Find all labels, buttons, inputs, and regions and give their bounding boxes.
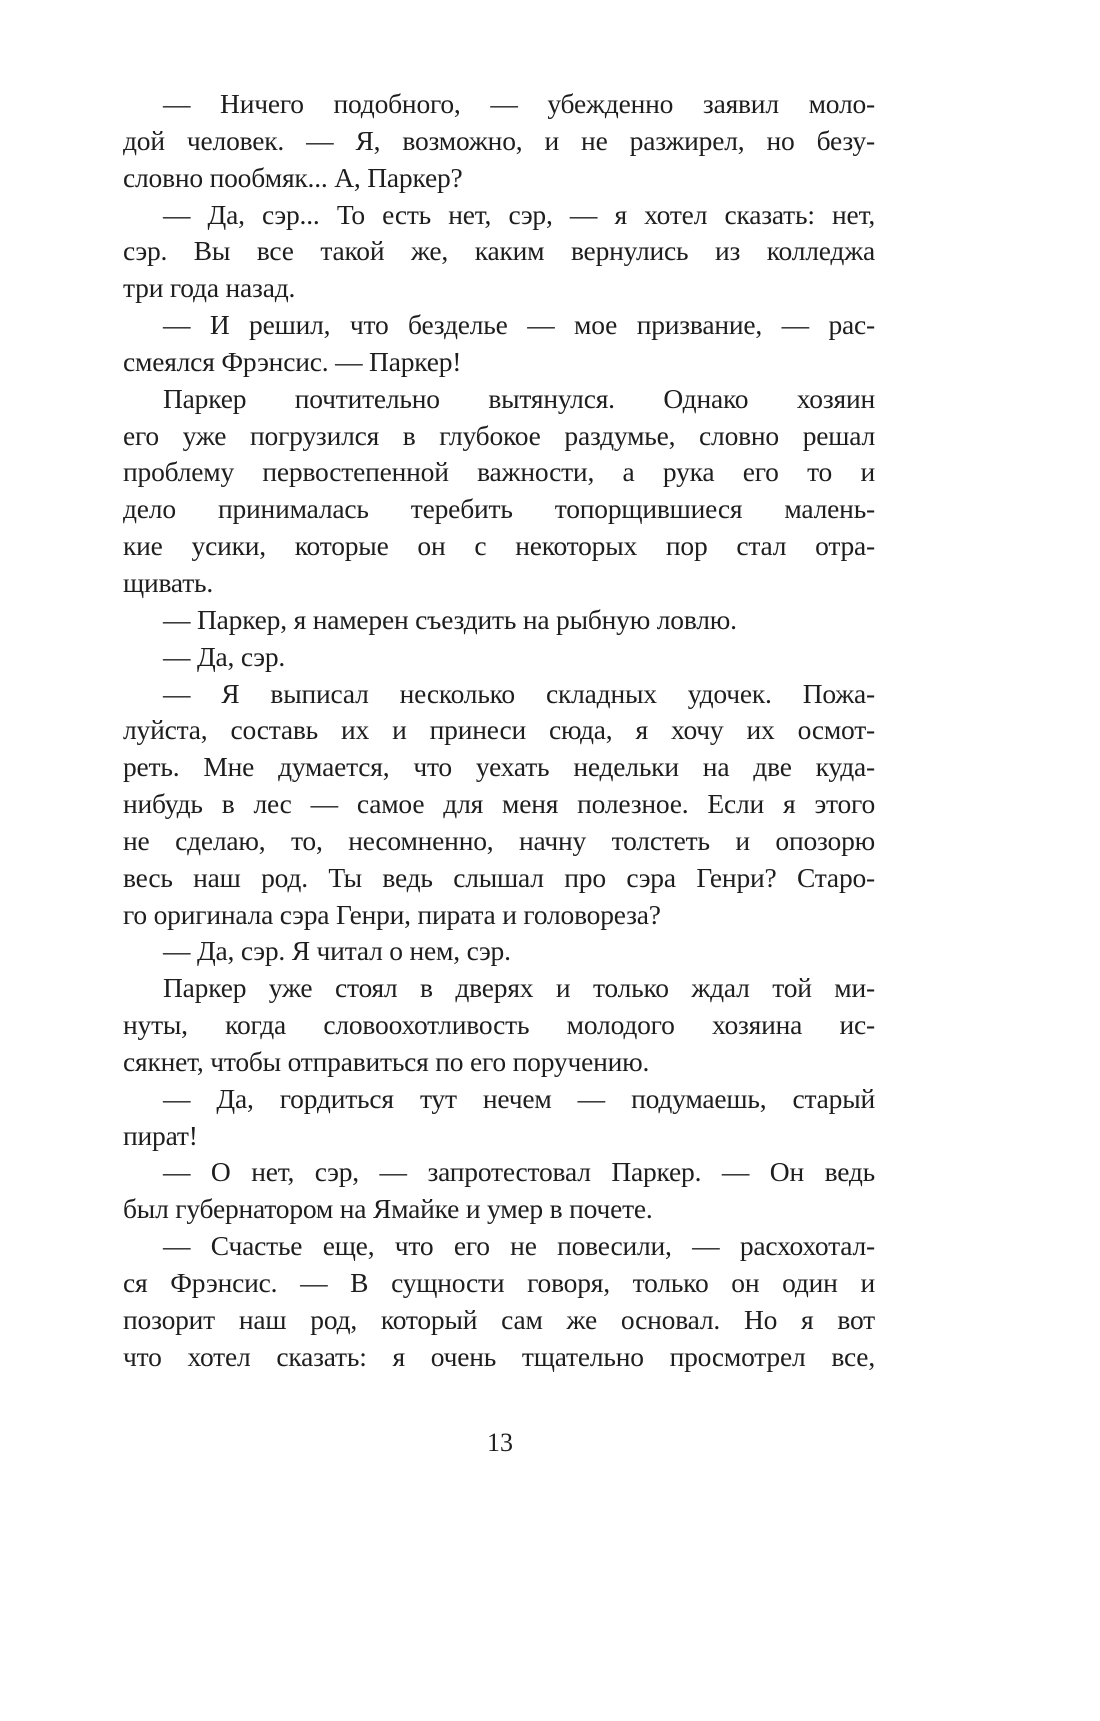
text-line: кие усики, которые он с некоторых пор стал отра- — [123, 530, 875, 562]
text-line: го оригинала сэра Генри, пирата и головореза? — [123, 898, 661, 930]
body-text — [123, 86, 875, 1376]
text-line: проблему первостепенной важности, а рука его то и — [123, 456, 875, 488]
text-line: сэр. Вы все такой же, каким вернулись из колледжа — [123, 235, 875, 267]
text-line: сякнет, чтобы отправиться по его поручению. — [123, 1045, 650, 1077]
text-line: Паркер почтительно вытянулся. Однако хозяин — [163, 382, 875, 414]
text-line: нибудь в лес — самое для меня полезное. Если я этого — [123, 788, 875, 820]
text-line: нуты, когда словоохотливость молодого хозяина ис- — [123, 1009, 875, 1041]
text-line: — Паркер, я намерен съездить на рыбную ловлю. — [163, 603, 737, 635]
text-line: — Счастье еще, что его не повесили, — расхохотал- — [163, 1230, 875, 1262]
text-line: пират! — [123, 1119, 198, 1151]
text-line: Паркер уже стоял в дверях и только ждал той ми- — [163, 972, 875, 1004]
text-line: позорит наш род, который сам же основал. Но я вот — [123, 1303, 875, 1335]
text-line: три года назад. — [123, 272, 296, 304]
text-line: щивать. — [123, 566, 214, 598]
text-line: ся Фрэнсис. — В сущности говоря, только он один и — [123, 1267, 875, 1298]
text-line: не сделаю, то, несомненно, начну толстеть и опозорю — [123, 824, 875, 856]
text-line: — Да, сэр... То есть нет, сэр, — я хотел сказать: нет, — [163, 198, 875, 230]
page-number: 13 — [487, 1428, 513, 1457]
text-line: что хотел сказать: я очень тщательно просмотрел все, — [123, 1340, 875, 1372]
text-line: — Да, сэр. — [163, 640, 286, 672]
text-line: весь наш род. Ты ведь слышал про сэра Генри? Старо- — [123, 861, 875, 893]
text-line: его уже погрузился в глубокое раздумье, словно решал — [123, 419, 875, 451]
text-line: — Да, гордиться тут нечем — подумаешь, старый — [163, 1082, 875, 1114]
text-line: — Ничего подобного, — убежденно заявил моло- — [163, 88, 875, 119]
text-line: дой человек. — Я, возможно, и не разжирел, но безу- — [123, 124, 875, 156]
text-line: луйста, составь их и принеси сюда, я хочу их осмот- — [123, 714, 875, 746]
text-line: словно пообмяк... А, Паркер? — [123, 161, 463, 193]
text-line: дело принималась теребить топорщившиеся малень- — [123, 493, 875, 525]
text-line: — Да, сэр. Я читал о нем, сэр. — [163, 935, 511, 967]
text-line: — Я выписал несколько складных удочек. Пожа- — [163, 677, 875, 709]
text-line: — И решил, что безделье — мое призвание, — рас- — [163, 309, 875, 341]
text-line: — О нет, сэр, — запротестовал Паркер. — Он ведь — [163, 1156, 875, 1188]
text-line: реть. Мне думается, что уехать недельки на две куда- — [123, 751, 875, 783]
text-line: смеялся Фрэнсис. — Паркер! — [123, 345, 462, 377]
text-line: был губернатором на Ямайке и умер в почете. — [123, 1193, 653, 1225]
